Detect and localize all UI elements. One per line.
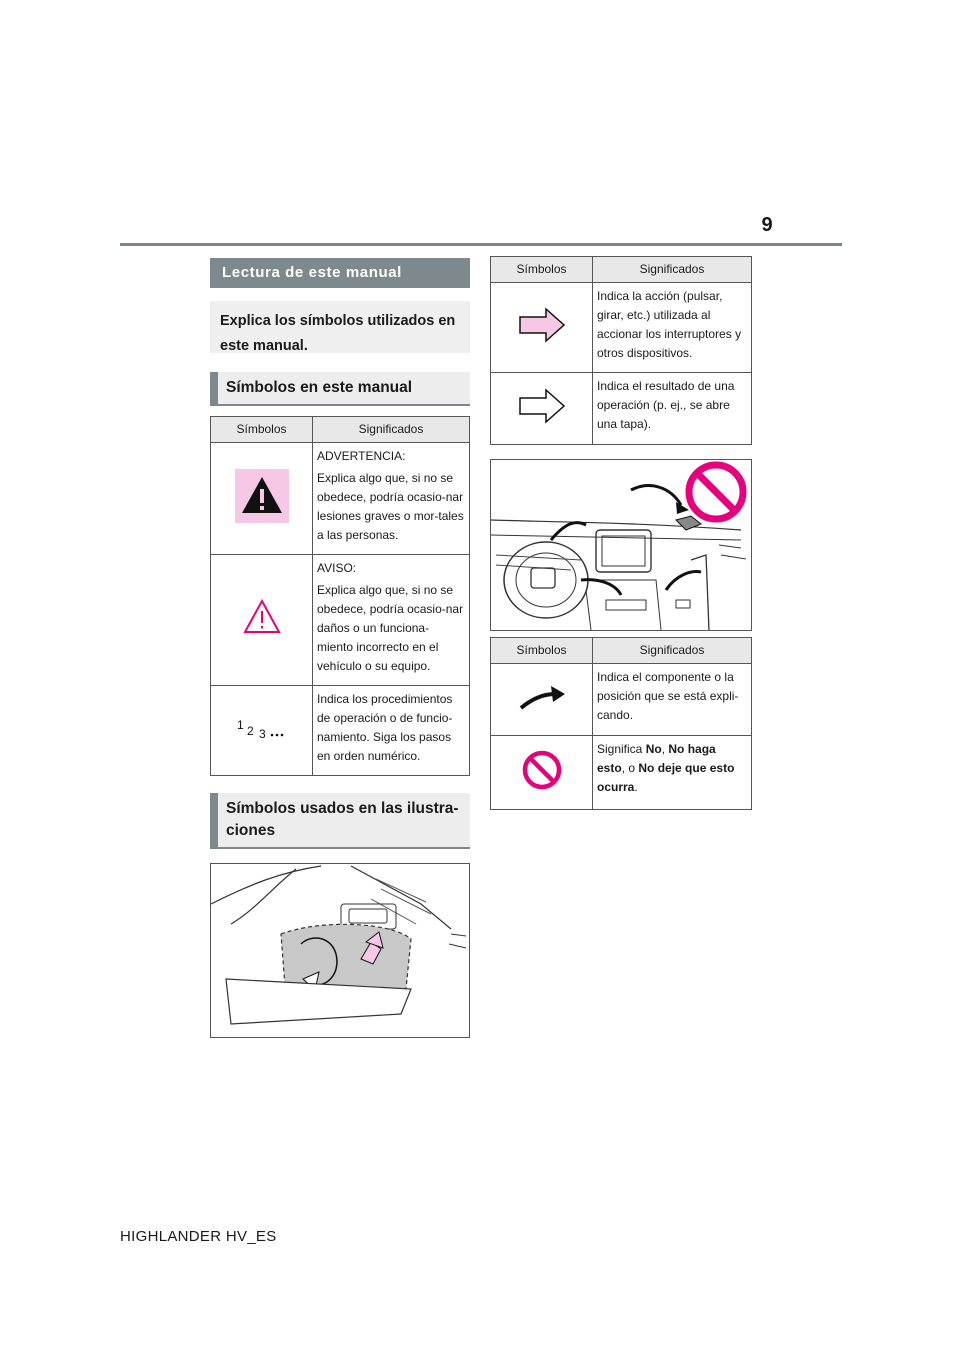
symbols-table (210, 416, 470, 776)
page-title: Lectura de este manual (210, 258, 470, 288)
table-header-row (211, 417, 470, 443)
page-number: 9 (761, 214, 773, 236)
section-heading-symbols: Símbolos en este manual (210, 372, 470, 406)
dashboard-illustration (490, 459, 752, 631)
row-text: Indica la acción (pulsar, girar, etc.) utilizada al accionar los interruptores y otros dispositivos. (597, 289, 742, 360)
warning-icon (235, 469, 289, 523)
table-row (211, 686, 470, 776)
col-header-symbols: Símbolos (211, 417, 313, 443)
illustration-symbols-table-1 (490, 256, 752, 445)
table-row (211, 443, 470, 555)
col-header-meanings: Significados (593, 257, 752, 283)
action-arrow-icon (518, 307, 566, 343)
result-arrow-icon (518, 388, 566, 424)
row-heading: AVISO: (317, 561, 357, 575)
component-arrow-icon (517, 682, 567, 712)
row-text: Significa No, No haga esto, o No deje que esto ocurra. (597, 742, 735, 794)
col-header-symbols: Símbolos (491, 638, 593, 664)
col-header-meanings: Significados (313, 417, 470, 443)
table-row (211, 555, 470, 686)
col-header-symbols: Símbolos (491, 257, 593, 283)
row-text: Indica el resultado de una operación (p. ej., se abre una tapa). (597, 379, 735, 431)
header-rule (120, 243, 842, 246)
left-column (210, 258, 470, 1038)
table-header-row (491, 257, 752, 283)
svg-text:3: 3 (258, 726, 266, 741)
section-heading-illustrations: Símbolos usados en las ilustra-ciones (210, 793, 470, 849)
table-row (491, 664, 752, 736)
overhead-console-illustration (211, 864, 467, 1037)
intro-text: Explica los símbolos utilizados en este manual. (210, 301, 470, 353)
caution-icon (242, 598, 282, 636)
row-heading: ADVERTENCIA: (317, 449, 406, 463)
svg-text:1: 1 (236, 717, 244, 732)
row-text: Indica el componente o la posición que se está expli-cando. (597, 670, 739, 722)
table-row (491, 373, 752, 445)
footer-model: HIGHLANDER HV_ES (120, 1228, 277, 1245)
mirror-illustration (210, 863, 470, 1038)
right-column (490, 256, 752, 810)
row-text: Explica algo que, si no se obedece, podría ocasio-nar daños o un funciona-miento incorrecto en el vehículo o su equipo. (317, 583, 464, 673)
table-header-row (491, 638, 752, 664)
row-text: Explica algo que, si no se obedece, podría ocasio-nar lesiones graves o mor-tales a las personas. (317, 471, 464, 542)
dashboard-drawing (491, 460, 749, 630)
table-row (491, 736, 752, 810)
illustration-symbols-table-2 (490, 637, 752, 810)
steps-icon (234, 715, 290, 741)
col-header-meanings: Significados (593, 638, 752, 664)
row-text: Indica los procedimientos de operación o de funcio-namiento. Siga los pasos en orden numérico. (317, 692, 453, 763)
svg-text:2: 2 (246, 723, 254, 738)
prohibition-icon (521, 749, 563, 791)
table-row (491, 283, 752, 373)
